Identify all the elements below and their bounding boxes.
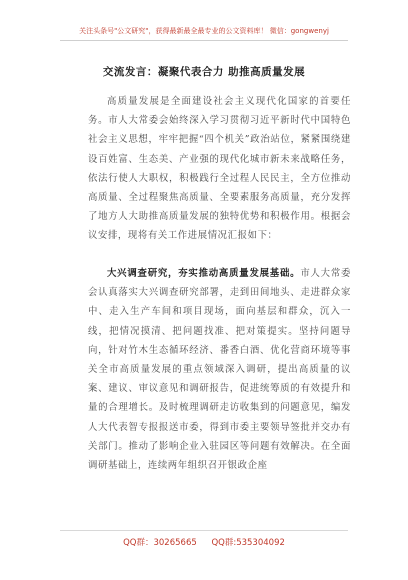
body-paragraph-intro — [88, 92, 351, 246]
footer-contact — [0, 536, 408, 548]
footer-qq-group-1: QQ群：30265665 — [123, 538, 197, 548]
paragraph-lead-heading: 大兴调查研究，夯实推动高质量发展基础。 — [107, 268, 301, 279]
header-banner: 关注头条号"公文研究"，获得最新最全最专业的公文资料库！ 微信：gongwenyj — [79, 27, 329, 35]
paragraph-text: 高质量发展是全面建设社会主义现代化国家的首要任务。市人大常委会始终深入学习贯彻习近平新时代中国特色社会主义思想，牢牢把握“四个机关”政治站位，紧紧围绕建设百姓富、生态美、产业强的现代化城市新未来战略任务，依法行使人大职权，积极践行全过程人民民主，全方位推动高质量、全过程聚焦高质量、全要素服务高质量，充分发挥了地方人大助推高质量发展的独特优势和积极作用。根据会议安排，现将有关工作进展情况汇报如下： — [88, 96, 351, 242]
footer-qq-group-2: QQ群:535304092 — [211, 538, 285, 548]
footer-divider — [60, 530, 348, 531]
paragraph-text: 市人大常委会认真落实大兴调查研究部署，走到田间地头、走进群众家中、走入生产车间和项目现场，面向基层和群众，沉入一线，把情况摸清、把问题找准、把对策提实。坚持问题导向，针对竹木生态循环经济、番香白酒、优化营商环境等事关全市高质量发展的重点领域深入调研，提出高质量的议案、建议、审议意见和调研报告，促进统筹质的有效提升和量的合理增长。及时梳理调研走访收集到的问题意见，编发人大代表智专报报送市委，得到市委主要领导签批并交办有关部门。推动了影响企业入驻园区等问题有效解决。在全面调研基础上，连续两年组织召开银政企座 — [88, 268, 351, 472]
header-divider — [60, 40, 348, 41]
body-paragraph-research — [88, 264, 351, 475]
document-title: 交流发言：凝聚代表合力 助推高质量发展 — [102, 66, 306, 78]
